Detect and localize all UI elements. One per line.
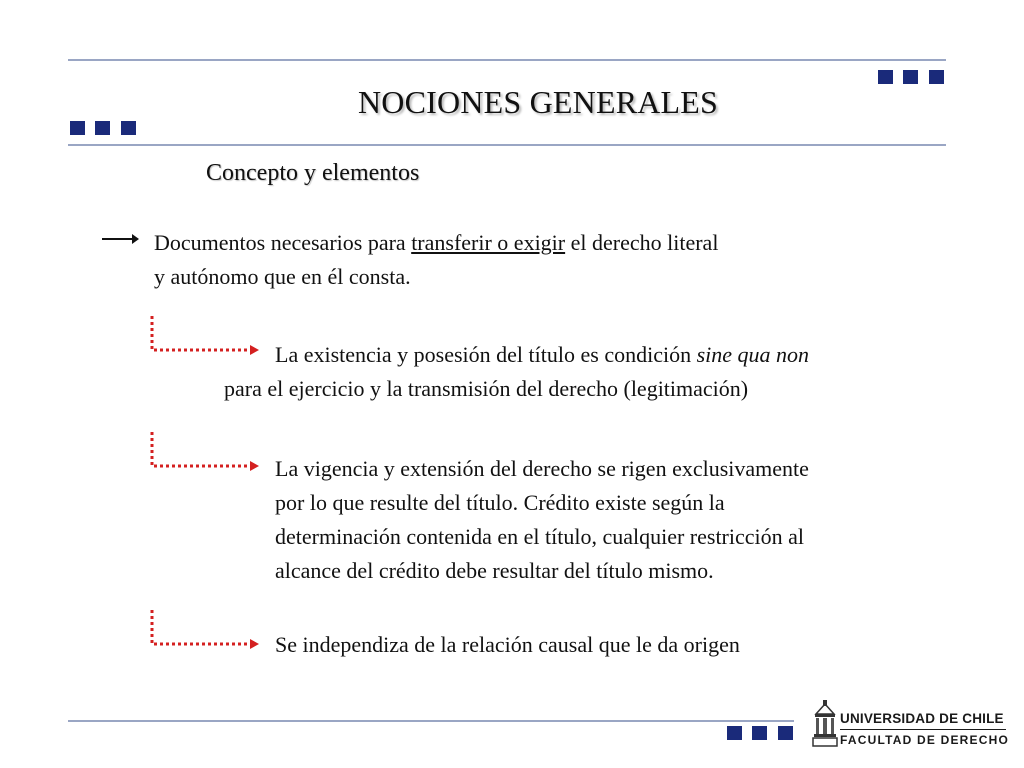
slide-subtitle: Concepto y elementos xyxy=(206,160,420,186)
point-literalidad: La vigencia y extensión del derecho se rigen exclusivamente por lo que resulte del título. Crédito existe según la determinación contenida en el título, cualquier restricción al alcance del crédito debe resultar del título mismo. xyxy=(275,456,809,583)
intro-arrow-icon xyxy=(100,232,140,246)
dotted-arrow-icon xyxy=(146,608,262,652)
logo-university-name: UNIVERSIDAD DE CHILE xyxy=(840,711,1004,726)
title-rule xyxy=(68,144,946,146)
logo-faculty-name: FACULTAD DE DERECHO xyxy=(840,733,1010,747)
bottom-rule xyxy=(68,720,794,722)
top-rule xyxy=(68,59,946,61)
dotted-arrow-icon xyxy=(146,430,262,474)
point-autonomia: Se independiza de la relación causal que le da origen xyxy=(275,632,740,657)
university-crest-icon xyxy=(812,700,838,748)
slide-title: NOCIONES GENERALES xyxy=(358,84,719,120)
logo-divider xyxy=(840,729,1006,730)
intro-paragraph: Documentos necesarios para transferir o exigir el derecho literal y autónomo que en él consta. xyxy=(154,230,719,289)
point-legitimacion: La existencia y posesión del título es condición sine qua non para el ejercicio y la transmisión del derecho (legitimación) xyxy=(224,342,810,401)
